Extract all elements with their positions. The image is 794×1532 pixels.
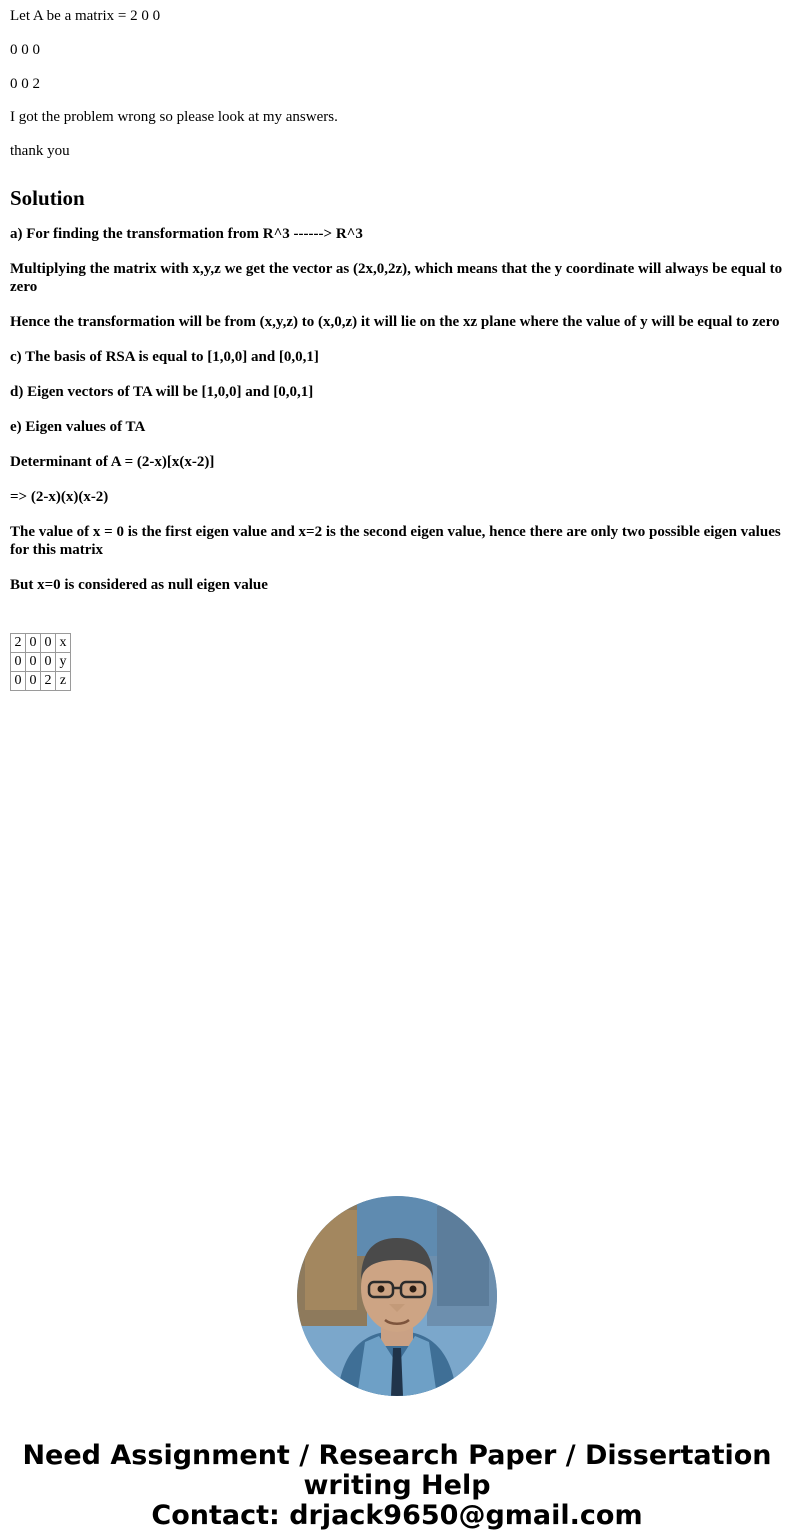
solution-heading: Solution [10, 185, 85, 210]
table-row [11, 633, 71, 652]
question-line: 0 0 0 [10, 41, 40, 58]
promo-line-1: Need Assignment / Research Paper / Dissertation [22, 1439, 772, 1471]
question-line: I got the problem wrong so please look at my answers. [10, 109, 338, 126]
solution-paragraph: Multiplying the matrix with x,y,z we get the vector as (2x,0,2z), which means that the y coordinate will always be equal to zero [10, 260, 783, 295]
solution-body [10, 225, 784, 594]
matrix-table [10, 633, 71, 691]
document-page [0, 9, 794, 1532]
solution-paragraph: Determinant of A = (2-x)[x(x-2)] [10, 453, 215, 470]
matrix-cell: 0 [11, 652, 26, 671]
solution-paragraph: a) For finding the transformation from R^3 ------> R^3 [10, 225, 363, 242]
solution-paragraph: d) Eigen vectors of TA will be [1,0,0] and [0,0,1] [10, 383, 314, 400]
matrix-cell: z [56, 671, 71, 690]
question-block [10, 9, 784, 160]
matrix-cell: 0 [41, 652, 56, 671]
matrix-cell: 2 [11, 633, 26, 652]
avatar [297, 1196, 497, 1396]
matrix-cell: 0 [26, 652, 41, 671]
solution-paragraph: Hence the transformation will be from (x,y,z) to (x,0,z) it will lie on the xz plane where the value of y will be equal to zero [10, 313, 780, 330]
matrix-cell: 0 [41, 633, 56, 652]
solution-paragraph: The value of x = 0 is the first eigen value and x=2 is the second eigen value, hence there are only two possible eigen values for this matrix [10, 523, 781, 558]
matrix-figure [10, 633, 71, 691]
promo-contact: Contact: drjack9650@gmail.com [151, 1500, 643, 1532]
matrix-cell: 0 [26, 671, 41, 690]
matrix-cell: y [56, 652, 71, 671]
avatar-block [10, 1196, 784, 1401]
matrix-cell: x [56, 633, 71, 652]
question-line: Let A be a matrix = 2 0 0 [10, 8, 161, 24]
matrix-cell: 0 [11, 671, 26, 690]
solution-paragraph: e) Eigen values of TA [10, 418, 146, 435]
matrix-cell: 2 [41, 671, 56, 690]
promo-banner [10, 1441, 784, 1532]
table-row [11, 671, 71, 690]
solution-paragraph: But x=0 is considered as null eigen value [10, 576, 268, 593]
solution-paragraph: c) The basis of RSA is equal to [1,0,0] and [0,0,1] [10, 348, 319, 365]
question-line: 0 0 2 [10, 75, 40, 92]
table-row [11, 652, 71, 671]
solution-paragraph: => (2-x)(x)(x-2) [10, 488, 109, 505]
question-line: thank you [10, 143, 70, 159]
promo-line-2: writing Help [303, 1469, 491, 1501]
matrix-cell: 0 [26, 633, 41, 652]
